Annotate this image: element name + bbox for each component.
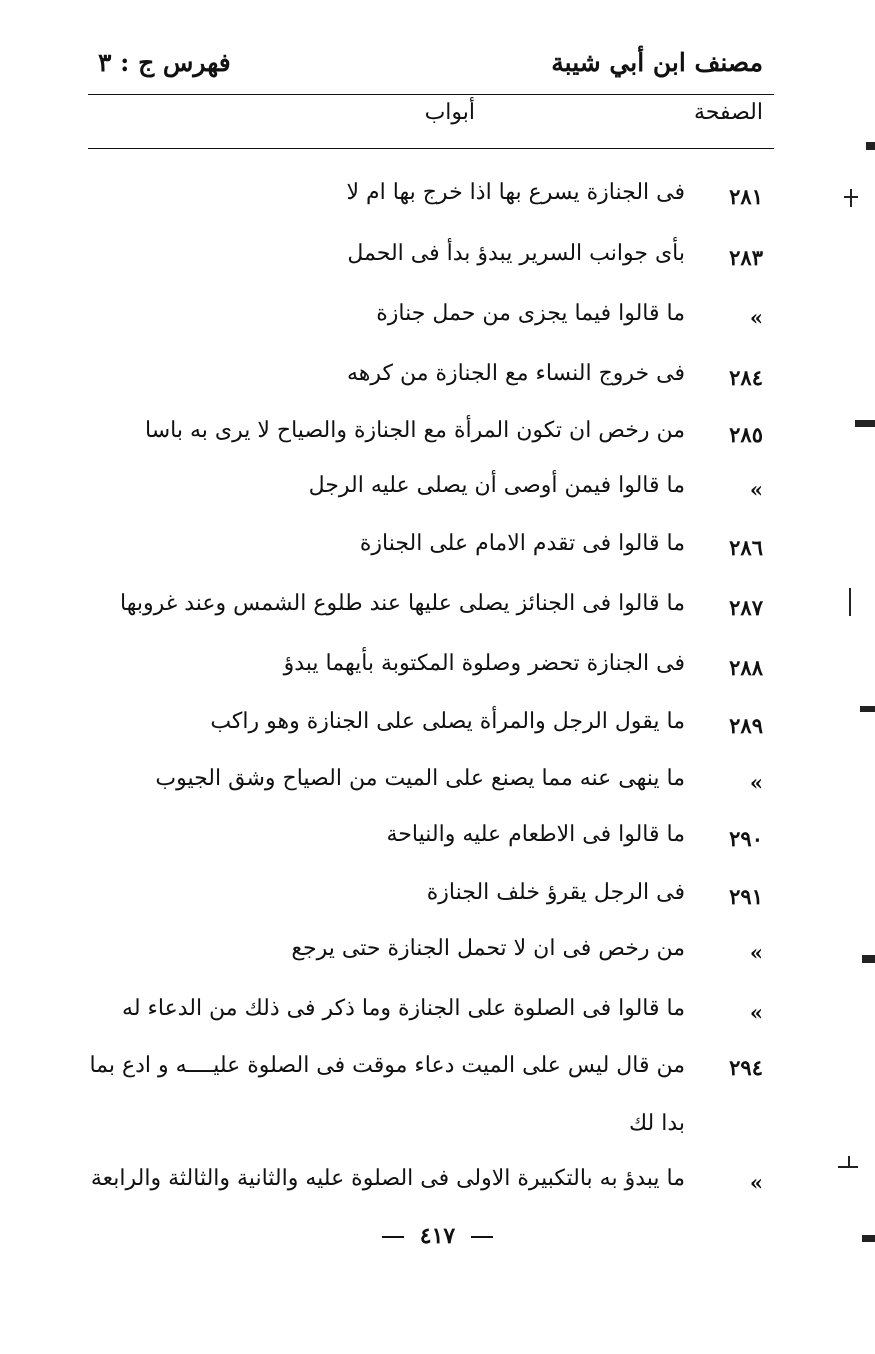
margin-mark [860, 706, 875, 712]
entry-page-number: ٢٨٣ [729, 245, 763, 270]
index-entry [80, 816, 763, 860]
column-header-chapters: أبواب [424, 100, 475, 125]
header-rule [88, 94, 774, 95]
entry-title: ما يقول الرجل والمرأة يصلى على الجنازة وهو راكب [210, 709, 685, 734]
entry-title: فى الرجل يقرؤ خلف الجنازة [426, 880, 685, 905]
margin-mark [862, 1235, 875, 1242]
margin-mark [849, 588, 851, 616]
index-entry [80, 174, 763, 218]
margin-mark [862, 955, 875, 963]
entry-title: بأى جوانب السرير يبدؤ بدأ فى الحمل [347, 241, 685, 266]
index-entry [80, 930, 763, 974]
index-entry [80, 1160, 763, 1204]
index-entry [80, 760, 763, 804]
entry-page-number: ٢٨٥ [729, 422, 763, 447]
entry-title: فى الجنازة يسرع بها اذا خرج بها ام لا [346, 180, 685, 205]
entry-title: من قال ليس على الميت دعاء موقت فى الصلوة عليــــه و ادع بما بدا لك [89, 1053, 685, 1136]
entry-title: ما قالوا فى الاطعام عليه والنياحة [386, 822, 685, 847]
index-entry [80, 585, 763, 629]
entry-page-number: ٢٨٩ [729, 713, 763, 738]
entry-title: من رخص ان تكون المرأة مع الجنازة والصياح لا يرى به باسا [145, 418, 685, 443]
entry-page-number: ٢٩١ [729, 884, 763, 909]
index-entry [80, 1045, 763, 1155]
index-entry [80, 990, 763, 1034]
margin-mark [855, 420, 875, 427]
index-entry [80, 467, 763, 511]
entry-title: ما قالوا فى الجنائز يصلى عليها عند طلوع الشمس وعند غروبها [120, 591, 685, 616]
page-number: ٤١٧ [419, 1223, 456, 1249]
entry-page-number: ٢٩٠ [729, 826, 763, 851]
footer-dash-left [382, 1236, 404, 1238]
entry-page-number: ٢٩٤ [729, 1055, 763, 1080]
index-entry [80, 412, 763, 456]
index-label: فهرس ج : ٣ [98, 48, 231, 77]
book-title: مصنف ابن أبي شيبة [551, 48, 763, 77]
entry-page-number: » [749, 940, 763, 965]
entry-title: فى خروج النساء مع الجنازة من كرهه [346, 361, 685, 386]
entry-title: ما قالوا فى الصلوة على الجنازة وما ذكر فى ذلك من الدعاء له [122, 996, 685, 1021]
index-entry [80, 874, 763, 918]
index-entry [80, 355, 763, 399]
entry-title: ما قالوا فيما يجزى من حمل جنازة [376, 301, 685, 326]
column-header-rule [88, 148, 774, 149]
page-footer [0, 1223, 875, 1249]
entry-title: من رخص فى ان لا تحمل الجنازة حتى يرجع [291, 936, 685, 961]
margin-mark [848, 1156, 850, 1168]
column-header-page: الصفحة [693, 100, 763, 125]
entry-page-number: » [749, 305, 763, 330]
entry-page-number: » [749, 1000, 763, 1025]
index-entry [80, 525, 763, 569]
index-entry [80, 645, 763, 689]
entry-page-number: ٢٨١ [729, 184, 763, 209]
entry-page-number: » [749, 770, 763, 795]
margin-mark [850, 189, 852, 207]
entry-page-number: » [749, 477, 763, 502]
entry-page-number: » [749, 1170, 763, 1195]
index-entry [80, 235, 763, 279]
entry-title: فى الجنازة تحضر وصلوة المكتوبة بأيهما يبدؤ [283, 651, 685, 676]
entry-title: ما قالوا فى تقدم الامام على الجنازة [359, 531, 685, 556]
index-entry [80, 295, 763, 339]
entry-page-number: ٢٨٧ [729, 595, 763, 620]
entry-page-number: ٢٨٨ [729, 655, 763, 680]
entry-title: ما ينهى عنه مما يصنع على الميت من الصياح وشق الجيوب [155, 766, 685, 791]
entry-page-number: ٢٨٤ [729, 365, 763, 390]
entry-page-number: ٢٨٦ [729, 535, 763, 560]
index-entry [80, 703, 763, 747]
margin-mark [866, 142, 875, 150]
entry-title: ما قالوا فيمن أوصى أن يصلى عليه الرجل [308, 473, 685, 498]
entry-title: ما يبدؤ به بالتكبيرة الاولى فى الصلوة عليه والثانية والثالثة والرابعة [90, 1166, 685, 1191]
footer-dash-right [471, 1236, 493, 1238]
